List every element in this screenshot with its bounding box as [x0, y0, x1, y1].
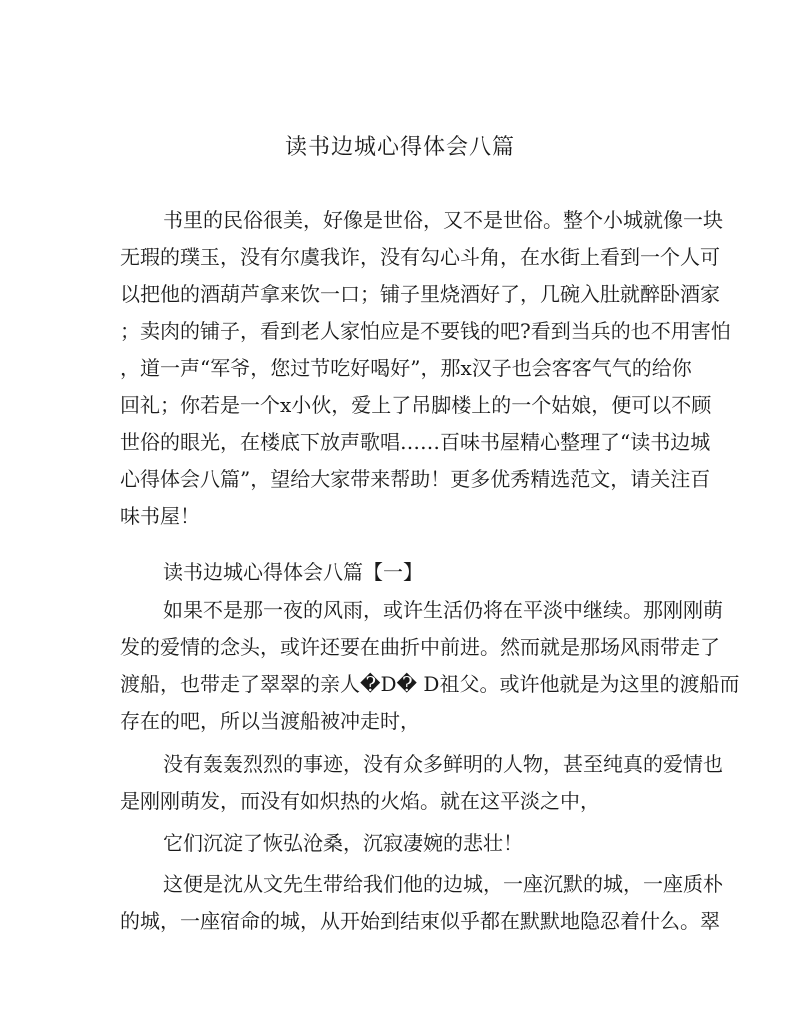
text-line: 无瑕的璞玉，没有尔虞我诈，没有勾心斗角，在水街上看到一个人可 — [120, 245, 720, 269]
text-line: 以把他的酒葫芦拿来饮一口；铺子里烧酒好了，几碗入肚就醉卧酒家 — [120, 282, 720, 306]
text-line: 回礼；你若是一个x小伙，爱上了吊脚楼上的一个姑娘，便可以不顾 — [120, 393, 712, 417]
text-line: 味书屋！ — [120, 504, 200, 528]
text-line: 书里的民俗很美，好像是世俗，又不是世俗。整个小城就像一块 — [163, 208, 723, 232]
text-line: 渡船，也带走了翠翠的亲人�D� D祖父。或许他就是为这里的渡船而 — [120, 672, 740, 696]
text-line: 如果不是那一夜的风雨，或许生活仍将在平淡中继续。那刚刚萌 — [163, 598, 723, 622]
text-line: 它们沉淀了恢弘沧桑，沉寂凄婉的悲壮！ — [163, 831, 523, 855]
text-line: ；卖肉的铺子，看到老人家怕应是不要钱的吧?看到当兵的也不用害怕 — [120, 319, 731, 343]
text-line: 世俗的眼光，在楼底下放声歌唱……百味书屋精心整理了“读书边城 — [120, 430, 711, 454]
text-line: 是刚刚萌发，而没有如炽热的火焰。就在这平淡之中， — [120, 789, 600, 813]
text-line: 心得体会八篇”，望给大家带来帮助！更多优秀精选范文，请关注百 — [120, 467, 711, 491]
text-line: 发的爱情的念头，或许还要在曲折中前进。然而就是那场风雨带走了 — [120, 635, 720, 659]
text-line: 的城，一座宿命的城，从开始到结束似乎都在默默地隐忍着什么。翠 — [120, 909, 720, 933]
text-line: 没有轰轰烈烈的事迹，没有众多鲜明的人物，甚至纯真的爱情也 — [163, 752, 723, 776]
text-line: 这便是沈从文先生带给我们他的边城，一座沉默的城，一座质朴 — [163, 872, 723, 896]
text-line: 存在的吧，所以当渡船被冲走时， — [120, 709, 420, 733]
text-line: ，道一声“军爷，您过节吃好喝好”，那x汉子也会客客气气的给你 — [120, 356, 692, 380]
section-heading: 读书边城心得体会八篇【一】 — [163, 560, 423, 584]
document-title: 读书边城心得体会八篇 — [284, 135, 515, 160]
